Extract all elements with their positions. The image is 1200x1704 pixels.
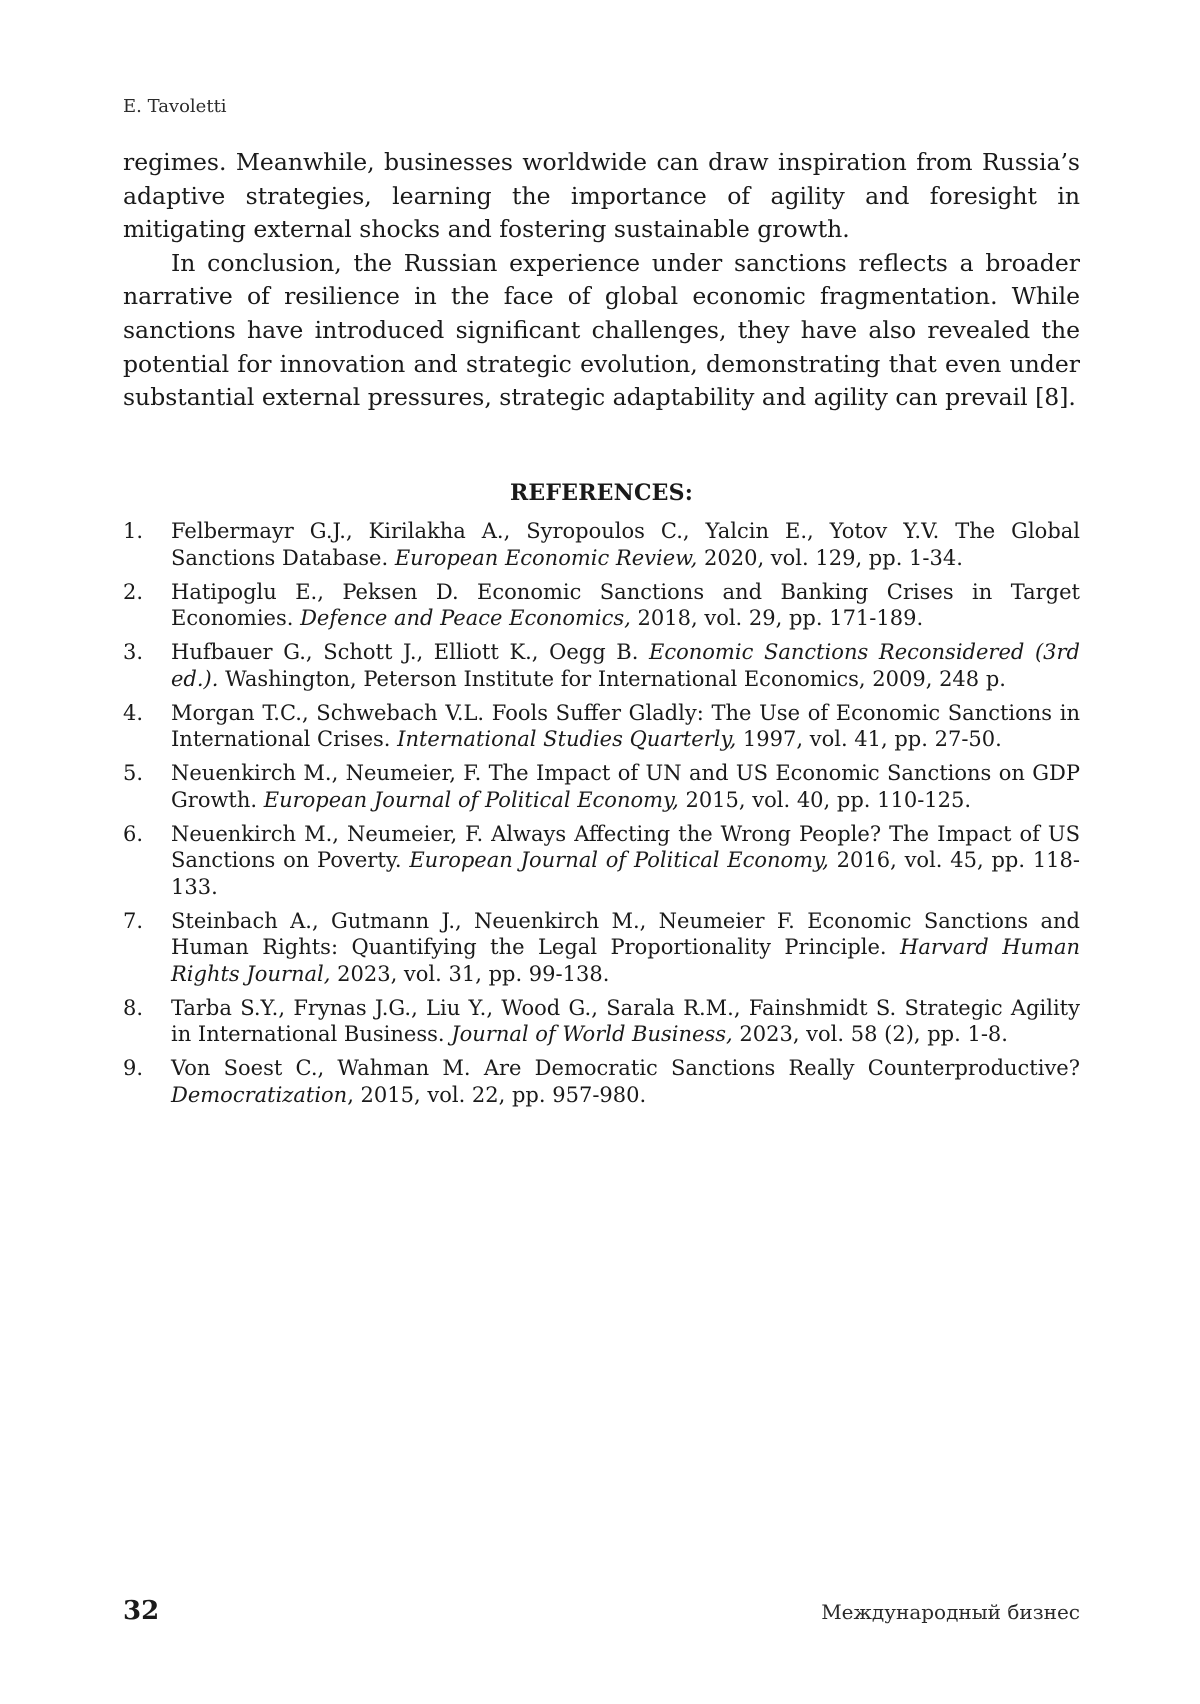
reference-source: Journal of World Business, — [451, 1022, 733, 1046]
body-paragraph: In conclusion, the Russian experience under sanctions reflects a broader narrative of resilience in the face of global economic fragmentation. While sanctions have introduced significant challenges, they have also revealed the potential for innovation and strategic evolution, demonstrating that even under substantial external pressures, strategic adaptability and agility can prevail [8]. — [123, 248, 1080, 412]
reference-source: Defence and Peace Economics, — [300, 606, 631, 630]
body-text — [123, 146, 1080, 415]
reference-details: Washington, Peterson Institute for International Economics, 2009, 248 p. — [218, 666, 1006, 691]
reference-text: Felbermayr G.J., Kirilakha A., Syropoulos C., Yalcin E., Yotov Y.V. The Global Sanctions Database. — [171, 519, 1080, 570]
reference-source: Harvard Human Rights Journal, — [171, 935, 1080, 986]
reference-source: Democratization — [171, 1082, 348, 1107]
reference-number: 1. — [123, 519, 144, 543]
reference-details: 2015, vol. 40, pp. 110-125. — [678, 787, 972, 812]
reference-item — [123, 700, 1080, 753]
reference-details: 2020, vol. 129, pp. 1-34. — [697, 545, 963, 570]
reference-number: 5. — [123, 761, 144, 785]
reference-text: Neuenkirch M., Neumeier, F. The Impact of UN and US Economic Sanctions on GDP Growth. — [171, 761, 1080, 812]
reference-item — [123, 639, 1080, 692]
reference-item — [123, 1055, 1080, 1108]
reference-number: 3. — [123, 640, 144, 664]
reference-details: 2023, vol. 58 (2), pp. 1-8. — [732, 1022, 1008, 1046]
journal-name: Международный бизнес — [821, 1600, 1080, 1624]
reference-details: 2018, vol. 29, pp. 171-189. — [630, 606, 924, 630]
references-heading: REFERENCES: — [509, 480, 694, 506]
reference-details: , 2015, vol. 22, pp. 957-980. — [347, 1082, 647, 1107]
reference-text: Hufbauer G., Schott J., Elliott K., Oegg B. — [171, 640, 650, 664]
reference-details: 2016, vol. 45, pp. 118-133. — [171, 848, 1080, 899]
reference-text: Tarba S.Y., Frynas J.G., Liu Y., Wood G., Sarala R.M., Fainshmidt S. Strategic Agility in International Business. — [171, 995, 1080, 1046]
reference-item — [123, 760, 1080, 813]
reference-item — [123, 908, 1080, 988]
reference-source: Economic Sanctions Reconsidered (3rd ed.). — [171, 640, 1080, 691]
reference-item — [123, 995, 1080, 1048]
reference-number: 6. — [123, 821, 144, 846]
reference-item — [123, 518, 1080, 571]
reference-number: 7. — [123, 908, 144, 933]
reference-text: Neuenkirch M., Neumeier, F. Always Affecting the Wrong People? The Impact of US Sanctions on Poverty. — [171, 821, 1080, 872]
reference-number: 8. — [123, 995, 144, 1020]
reference-details: 1997, vol. 41, pp. 27-50. — [736, 727, 1002, 751]
reference-source: European Journal of Political Economy, — [409, 848, 829, 872]
reference-number: 4. — [123, 700, 144, 725]
reference-number: 2. — [123, 579, 144, 604]
reference-source: International Studies Quarterly, — [397, 727, 737, 751]
reference-details: 2023, vol. 31, pp. 99-138. — [330, 961, 610, 986]
page-number: 32 — [123, 1596, 160, 1626]
reference-text: Von Soest C., Wahman M. Are Democratic Sanctions Really Counterproductive? — [171, 1056, 1080, 1080]
reference-source: European Economic Review, — [394, 545, 698, 570]
reference-number: 9. — [123, 1056, 144, 1080]
reference-text: Hatipoglu E., Peksen D. Economic Sanctions and Banking Crises in Target Economies. — [171, 579, 1080, 630]
reference-item — [123, 821, 1080, 901]
running-head-author: E. Tavoletti — [123, 96, 227, 117]
reference-text: Steinbach A., Gutmann J., Neuenkirch M., Neumeier F. Economic Sanctions and Human Rights: Quantifying the Legal Proportionality Principle. — [171, 908, 1080, 959]
body-paragraph: regimes. Meanwhile, businesses worldwide can draw inspiration from Russia’s adaptive strategies, learning the importance of agility and foresight in mitigating external shocks and fostering sustainable growth. — [123, 148, 1080, 244]
references-list — [123, 518, 1080, 1116]
reference-source: European Journal of Political Economy, — [263, 787, 679, 812]
reference-text: Morgan T.C., Schwebach V.L. Fools Suffer Gladly: The Use of Economic Sanctions in International Crises. — [171, 700, 1080, 751]
reference-item — [123, 579, 1080, 632]
